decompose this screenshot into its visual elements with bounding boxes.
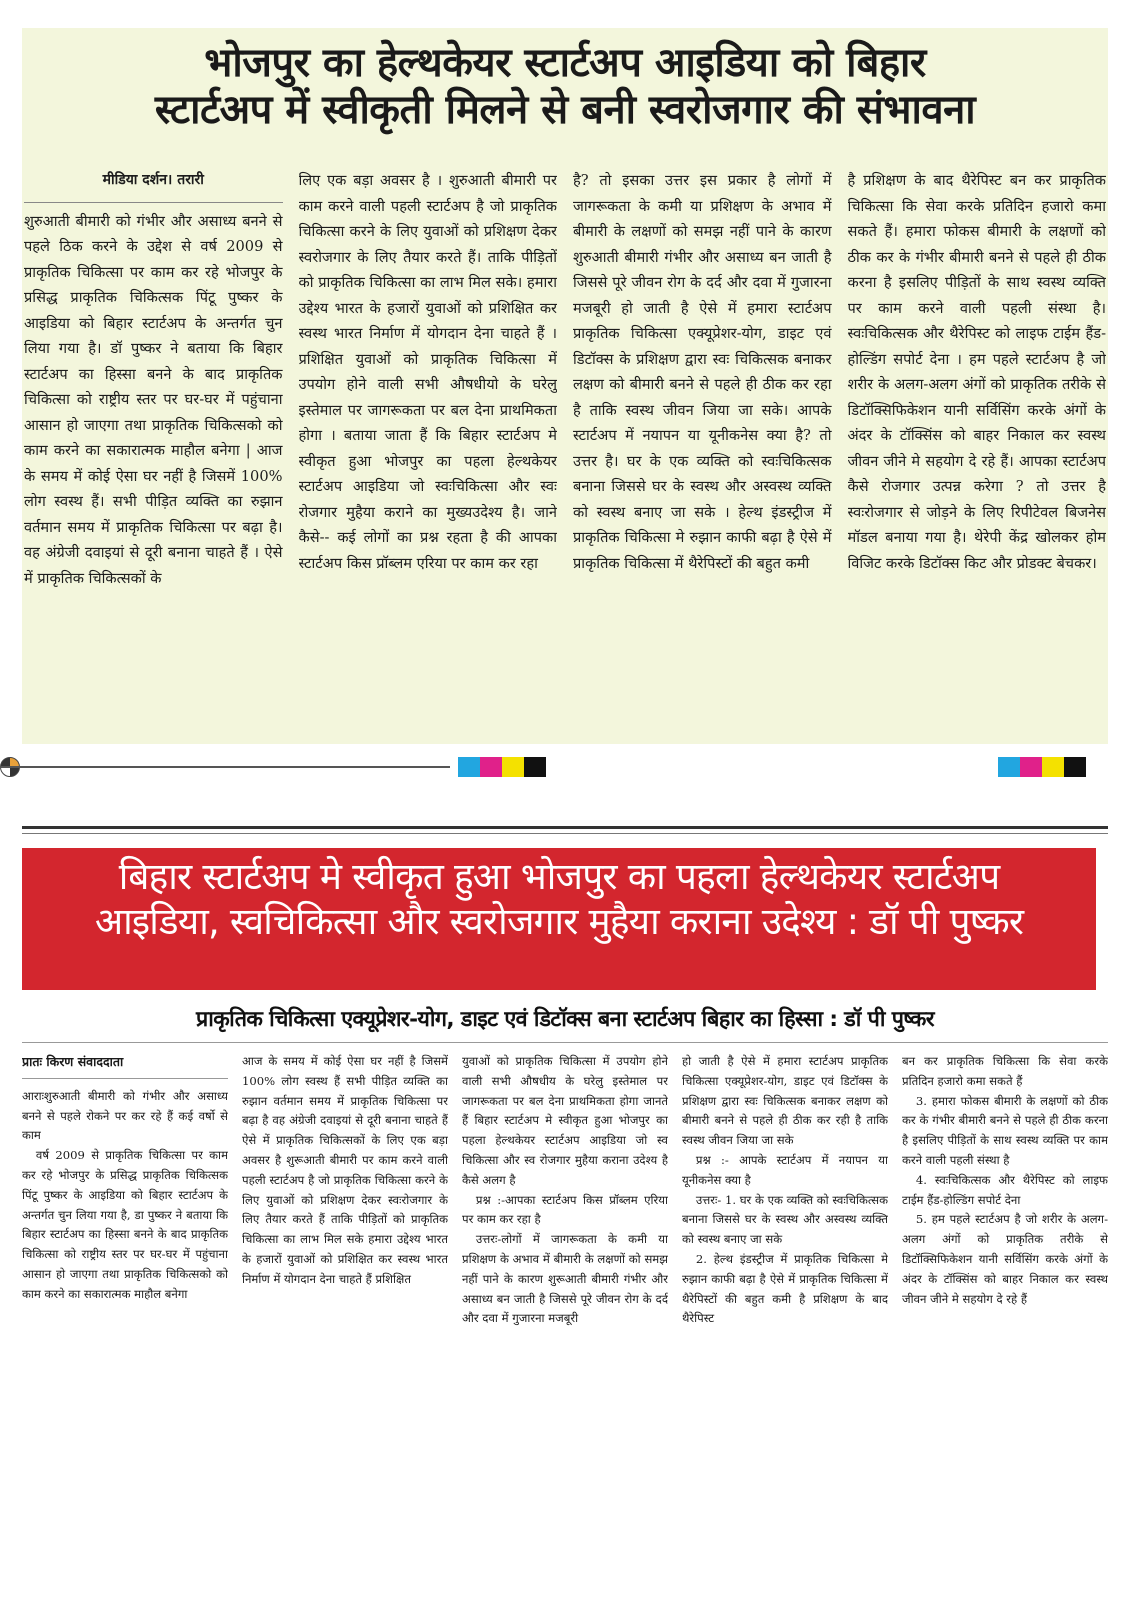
clipping-2-subheadline: प्राकृतिक चिकित्सा एक्यूप्रेशर-योग, डाइट एवं डिटॉक्स बना स्टार्टअप बिहार का हिस्सा : डॉ पी पुष्कर — [196, 1007, 934, 1032]
article-text: है? तो इसका उत्तर इस प्रकार है लोगों में जागरूकता के कमी या प्रशिक्षण के अभाव में बीमारी के लक्षणों को समझ नहीं पाने के कारण शुरुआती बीमारी गंभीर और असाध्य बन जाती है जिससे पूरे जीवन रोग के दर्द और दवा में गुजारना मजबूरी हो जाती है ऐसे में हमारा स्टार्टअप प्राकृतिक चिकित्सा एक्यूप्रेशर-योग, डाइट एवं डिटॉक्स के प्रशिक्षण द्वारा स्वः चिकित्सक बनाकर लक्षण को बीमारी बनने से पहले ही ठीक कर रहा है ताकि स्वस्थ जीवन जिया जा सके। आपके स्टार्टअप में नयापन या यूनीकनेस क्या है? तो उत्तर है। घर के एक व्यक्ति को स्वःचिकित्सक बनाना जिससे घर के स्वस्थ और अस्वस्थ व्यक्ति को स्वस्थ बनाए जा सके । हेल्थ इंडस्ट्रीज में प्राकृतिक चिकित्सा मे रुझान काफी बढ़ा है ऐसे में प्राकृतिक चिकित्सा में थैरेपिस्टों की बहुत कमी — [573, 172, 832, 572]
article-text: प्रश्न :- आपके स्टार्टअप में नयापन या यूनीकनेस क्या है — [682, 1152, 888, 1187]
clipping-1-columns — [22, 168, 1108, 744]
clipping-1-column-3 — [573, 168, 832, 744]
color-swatch — [998, 757, 1020, 777]
article-text: 5. हम पहले स्टार्टअप है जो शरीर के अलग-अलग अंगों को प्राकृतिक तरीके से डिटॉक्सिफिकेशन यानी सर्विसिंग करके अंगों के अंदर के टॉक्सिंस को बाहर निकाल कर स्वस्थ जीवन जीने मे सहयोग दे रहे हैं — [902, 1212, 1108, 1306]
headline-line-2: स्टार्टअप में स्वीकृती मिलने से बनी स्वरोजगार की संभावना — [154, 87, 976, 134]
article-text: शुरुआती बीमारी को गंभीर और असाध्य बनने से पहले ठिक करने के उद्देश से वर्ष 2009 से प्राकृतिक चिकित्सा पर काम कर रहे भोजपुर के प्रसिद्ध प्राकृतिक चिकित्सक पिंटू पुष्कर के आइडिया को बिहार स्टार्टअप के अन्तर्गत चुन लिया गया है। डॉ पुष्कर ने बताया कि बिहार स्टार्टअप का हिस्सा बनने के बाद प्राकृतिक चिकित्सा को राष्ट्रीय स्तर पर घर-घर में पहुंचाना आसान हो जाएगा तथा प्राकृतिक चिकित्सको को काम करने का सकारात्मक माहौल बनेगा | आज के समय में कोई ऐसा घर नहीं है जिसमें 100% लोग स्वस्थ हैं। सभी पीड़ित व्यक्ति का रुझान वर्तमान समय में प्राकृतिक चिकित्सा पर बढ़ा है। वह अंग्रेजी दवाइयां से दूरी बनाना चाहते हैं । ऐसे में प्राकृतिक चिकित्सकों के — [24, 212, 283, 587]
clipping-2-column-1 — [22, 1052, 228, 1390]
clipping-2-column-5 — [902, 1052, 1108, 1390]
divider — [22, 826, 1108, 829]
article-text: बन कर प्राकृतिक चिकित्सा कि सेवा करके प्रतिदिन हजारो कमा सकते हैं — [902, 1054, 1108, 1088]
clipping-2-column-3 — [462, 1052, 668, 1390]
clipping-1-headline — [22, 28, 1108, 134]
clipping-1-column-1 — [24, 168, 283, 744]
clipping-2-banner-headline — [22, 848, 1096, 990]
banner-line-1: बिहार स्टार्टअप मे स्वीकृत हुआ भोजपुर का पहला हेल्थकेयर स्टार्टअप — [118, 855, 1000, 898]
color-bar — [458, 757, 546, 777]
headline-line-1: भोजपुर का हेल्थकेयर स्टार्टअप आइडिया को बिहार — [204, 40, 926, 86]
color-swatch — [458, 757, 480, 777]
divider — [22, 1042, 1108, 1043]
byline: मीडिया दर्शन। तरारी — [24, 168, 283, 203]
byline: प्रातः किरण संवाददाता — [22, 1052, 228, 1079]
article-text: है प्रशिक्षण के बाद थैरेपिस्ट बन कर प्राकृतिक चिकित्सा कि सेवा करके प्रतिदिन हजारो कमा सकते हैं। हमारा फोकस बीमारी के लक्षणों को ठीक कर के गंभीर बीमारी बनने से पहले ही ठीक करना है इसलिए पीड़ितों के साथ स्वस्थ व्यक्ति पर काम करने वाली पहली संस्था है। स्वःचिकित्सक और थैरेपिस्ट को लाइफ टाईम हैंड-होल्डिंग सपोर्ट देना । हम पहले स्टार्टअप है जो शरीर के अलग-अलग अंगों को प्राकृतिक तरीके से डिटॉक्सिफिकेशन यानी सर्विसिंग करके अंगों के अंदर के टॉक्सिंस को बाहर निकाल कर स्वस्थ जीवन जीने मे सहयोग दे रहे हैं। आपका स्टार्टअप कैसे रोजगार उत्पन्न करेगा ? तो उत्तर है स्वःरोजगार से जोड़ने के लिए रिपीटेवल बिजनेस मॉडल बनाया गया है। थेरेपी केंद्र खोलकर होम विजिट करके डिटॉक्स किट और प्रोडक्ट बेचकर। — [847, 172, 1106, 572]
article-text: प्रश्न :-आपका स्टार्टअप किस प्रॉब्लम एरिया पर काम कर रहा है — [462, 1192, 668, 1227]
crop-line — [0, 766, 450, 768]
clipping-2-column-2 — [242, 1052, 448, 1390]
clipping-1 — [22, 28, 1108, 744]
article-text: 2. हेल्थ इंडस्ट्रीज में प्राकृतिक चिकित्सा मे रुझान काफी बढ़ा है ऐसे में प्राकृतिक चिकित्सा में थैरेपिस्टों की बहुत कमी है प्रशिक्षण के बाद थैरेपिस्ट — [682, 1251, 888, 1326]
article-text: आराःशुरुआती बीमारी को गंभीर और असाध्य बनने से पहले रोकने पर कर रहे हैं कई वर्षो से काम — [22, 1088, 228, 1143]
color-bar — [998, 757, 1086, 777]
color-swatch — [502, 757, 524, 777]
divider — [22, 833, 1108, 834]
article-text: युवाओं को प्राकृतिक चिकित्सा में उपयोग होने वाली सभी औषधीय के घरेलु इस्तेमाल पर जागरूकता पर बल देना प्राथमिकता होगा जानते हैं बिहार स्टार्टअप मे स्वीकृत हुआ भोजपुर का पहला हेल्थकेयर स्टार्टअप आइडिया जो स्व चिकित्सा और स्व रोजगार मुहैया कराना उदेश्य है कैसे अलग है — [462, 1054, 668, 1187]
color-swatch — [1064, 757, 1086, 777]
article-text: 4. स्वःचिकित्सक और थैरेपिस्ट को लाइफ टाईम हैंड-होल्डिंग सपोर्ट देना — [902, 1172, 1108, 1207]
clipping-1-column-2 — [299, 168, 558, 744]
article-text: हो जाती है ऐसे में हमारा स्टार्टअप प्राकृतिक चिकित्सा एक्यूप्रेशर-योग, डाइट एवं डिटॉक्स के प्रशिक्षण द्वारा स्वः चिकित्सक बनाकर लक्षण को बीमारी बनने से पहले ही ठीक कर रही है ताकि स्वस्थ जीवन जिया जा सके — [682, 1054, 888, 1148]
article-text: उत्तरः-लोगों में जागरूकता के कमी या प्रशिक्षण के अभाव में बीमारी के लक्षणों को समझ नहीं पाने के कारण शुरूआती बीमारी गंभीर और असाध्य बन जाती है जिससे पूरे जीवन रोग के दर्द और दवा में गुजारना मजबूरी — [462, 1232, 668, 1326]
color-swatch — [524, 757, 546, 777]
clipping-2-columns — [22, 1052, 1108, 1390]
article-text: 3. हमारा फोकस बीमारी के लक्षणों को ठीक कर के गंभीर बीमारी बनने से पहले ही ठीक करना है इसलिए पीड़ितों के साथ स्वस्थ व्यक्ति पर काम करने वाली पहली संस्था है — [902, 1093, 1108, 1167]
color-swatch — [1020, 757, 1042, 777]
article-text: उत्तरः- 1. घर के एक व्यक्ति को स्वःचिकित्सक बनाना जिससे घर के स्वस्थ और अस्वस्थ व्यक्ति को स्वस्थ बनाए जा सके — [682, 1192, 888, 1247]
clipping-2-column-4 — [682, 1052, 888, 1390]
banner-line-2: आइडिया, स्वचिकित्सा और स्वरोजगार मुहैया कराना उदेश्य : डॉ पी पुष्कर — [94, 900, 1024, 944]
clipping-1-column-4 — [848, 168, 1107, 744]
color-swatch — [1042, 757, 1064, 777]
color-swatch — [480, 757, 502, 777]
article-text: लिए एक बड़ा अवसर है । शुरुआती बीमारी पर काम करने वाली पहली स्टार्टअप है जो प्राकृतिक चिकित्सा करने के लिए युवाओं को प्रशिक्षण देकर स्वरोजगार के लिए तैयार करते हैं। ताकि पीड़ितों को प्राकृतिक चिकित्सा का लाभ मिल सके। हमारा उद्देश्य भारत के हजारों युवाओं को प्रशिक्षित कर स्वस्थ भारत निर्माण में योगदान देना चाहते हैं । प्रशिक्षित युवाओं को प्राकृतिक चिकित्सा में उपयोग होने वाली सभी औषधीयो के घरेलु इस्तेमाल पर जागरूकता पर बल देना प्राथमिकता होगा । बताया जाता हैं कि बिहार स्टार्टअप मे स्वीकृत हुआ भोजपुर का पहला हेल्थकेयर स्टार्टअप आइडिया जो स्वःचिकित्सा और स्वः रोजगार मुहैया कराने का मुख्यउदेश्य है। जाने कैसे-- कई लोगों का प्रश्न रहता है की आपका स्टार्टअप किस प्रॉब्लम एरिया पर काम कर रहा — [298, 172, 557, 572]
article-text: आज के समय में कोई ऐसा घर नहीं है जिसमें 100% लोग स्वस्थ हैं सभी पीड़ित व्यक्ति का रुझान वर्तमान समय में प्राकृतिक चिकित्सा पर बढ़ा है वह अंग्रेजी दवाइयां से दूरी बनाना चाहते हैं ऐसे में प्राकृतिक चिकित्सकों के लिए एक बड़ा अवसर है शुरूआती बीमारी पर काम करने वाली पहली स्टार्टअप है जो प्राकृतिक चिकित्सा करने के लिए युवाओं को प्रशिक्षण देकर स्वःरोजगार के लिए तैयार करते हैं ताकि पीड़ितों को प्राकृतिक चिकित्सा का लाभ मिल सके हमारा उद्देश्य भारत के हजारों युवाओं को प्रशिक्षित कर स्वस्थ भारत निर्माण में योगदान देना चाहते हैं प्रशिक्षित — [242, 1054, 448, 1286]
article-text: वर्ष 2009 से प्राकृतिक चिकित्सा पर काम कर रहे भोजपुर के प्रसिद्ध प्राकृतिक चिकित्सक पिंटू पुष्कर के आइडिया को बिहार स्टार्टअप के अन्तर्गत चुन लिया गया है, डा पुष्कर ने बताया कि बिहार स्टार्टअप का हिस्सा बनने के बाद प्राकृतिक चिकित्सा को राष्ट्रीय स्तर पर घर-घर में पहुंचाना आसान हो जाएगा तथा प्राकृतिक चिकित्सको को काम करने का सकारात्मक माहौल बनेगा — [22, 1148, 228, 1301]
